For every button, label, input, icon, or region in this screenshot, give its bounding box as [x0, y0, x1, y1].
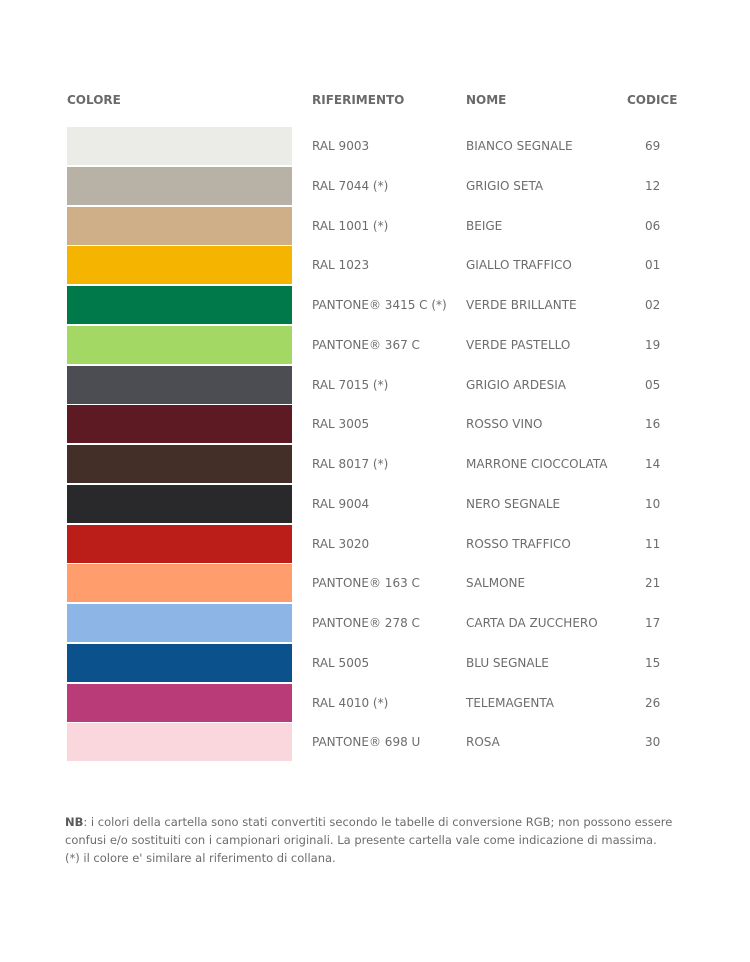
code-cell: 69 [645, 139, 661, 153]
header-riferimento: RIFERIMENTO [312, 93, 405, 107]
reference-cell: RAL 1023 [312, 258, 370, 273]
code-cell: 26 [645, 695, 661, 710]
code-cell: 17 [645, 616, 661, 630]
reference-cell: RAL 9004 [312, 496, 370, 511]
footnote-paragraph [65, 813, 715, 849]
table-row [0, 644, 750, 684]
color-swatch [67, 207, 292, 245]
color-swatch [67, 684, 292, 722]
code-cell: 05 [645, 377, 661, 392]
reference-cell: PANTONE® 367 C [312, 337, 420, 352]
footnote-asterisk-note: (*) il colore e' similare al riferimento di collana. [65, 851, 336, 865]
color-swatch [67, 405, 292, 443]
reference-cell: RAL 9003 [312, 139, 370, 153]
color-swatch [67, 286, 292, 324]
name-cell: NERO SEGNALE [466, 496, 561, 511]
color-swatch [67, 525, 292, 563]
code-cell: 16 [645, 417, 661, 432]
color-swatch [67, 167, 292, 205]
table-row [0, 366, 750, 406]
code-cell: 11 [645, 536, 661, 551]
name-cell: ROSA [466, 735, 500, 750]
code-cell: 01 [645, 258, 661, 273]
color-swatch [67, 127, 292, 165]
table-row [0, 207, 750, 247]
color-swatch [67, 723, 292, 761]
header-nome: NOME [466, 93, 507, 107]
name-cell: BLU SEGNALE [466, 655, 549, 670]
table-row [0, 684, 750, 724]
table-row [0, 445, 750, 485]
name-cell: ROSSO TRAFFICO [466, 536, 571, 551]
table-row [0, 167, 750, 207]
code-cell: 30 [645, 735, 661, 750]
name-cell: MARRONE CIOCCOLATA [466, 457, 608, 471]
reference-cell: RAL 8017 (*) [312, 457, 389, 471]
code-cell: 14 [645, 457, 661, 471]
header-colore: COLORE [67, 93, 121, 107]
code-cell: 19 [645, 337, 661, 352]
name-cell: GRIGIO SETA [466, 178, 544, 193]
reference-cell: PANTONE® 278 C [312, 616, 420, 630]
footnote-text: : i colori della cartella sono stati convertiti secondo le tabelle di conversione RGB; non possono essere confusi e/o sostituiti con i campionari originali. La presente cartella vale come indicazione di massima. [65, 815, 673, 847]
code-cell: 12 [645, 178, 661, 193]
table-row [0, 485, 750, 525]
header-codice: CODICE [627, 93, 678, 107]
name-cell: GRIGIO ARDESIA [466, 377, 567, 392]
reference-cell: PANTONE® 163 C [312, 576, 420, 591]
color-table [0, 127, 750, 763]
color-swatch [67, 246, 292, 284]
reference-cell: RAL 1001 (*) [312, 218, 389, 233]
name-cell: TELEMAGENTA [466, 695, 554, 710]
name-cell: SALMONE [466, 576, 526, 591]
table-row [0, 723, 750, 763]
reference-cell: PANTONE® 3415 C (*) [312, 298, 447, 312]
table-row [0, 286, 750, 326]
color-swatch [67, 445, 292, 483]
table-row [0, 127, 750, 167]
color-swatch [67, 326, 292, 364]
color-swatch [67, 366, 292, 404]
color-swatch [67, 564, 292, 602]
code-cell: 21 [645, 576, 661, 591]
name-cell: BEIGE [466, 218, 503, 233]
table-row [0, 525, 750, 565]
footnote [65, 813, 715, 867]
reference-cell: RAL 7015 (*) [312, 377, 389, 392]
code-cell: 02 [645, 298, 661, 312]
table-row [0, 564, 750, 604]
name-cell: GIALLO TRAFFICO [466, 258, 572, 273]
table-header [0, 93, 750, 109]
table-row [0, 326, 750, 366]
code-cell: 10 [645, 496, 661, 511]
name-cell: VERDE PASTELLO [466, 337, 571, 352]
color-swatch [67, 485, 292, 523]
reference-cell: RAL 4010 (*) [312, 695, 389, 710]
name-cell: BIANCO SEGNALE [466, 139, 573, 153]
reference-cell: RAL 3020 [312, 536, 370, 551]
code-cell: 15 [645, 655, 661, 670]
table-row [0, 604, 750, 644]
reference-cell: RAL 3005 [312, 417, 370, 432]
code-cell: 06 [645, 218, 661, 233]
table-row [0, 246, 750, 286]
table-row [0, 405, 750, 445]
footnote-label: NB [65, 815, 84, 829]
reference-cell: RAL 7044 (*) [312, 178, 389, 193]
color-swatch [67, 644, 292, 682]
reference-cell: RAL 5005 [312, 655, 370, 670]
reference-cell: PANTONE® 698 U [312, 735, 421, 750]
name-cell: ROSSO VINO [466, 417, 543, 432]
color-swatch [67, 604, 292, 642]
name-cell: VERDE BRILLANTE [466, 298, 577, 312]
name-cell: CARTA DA ZUCCHERO [466, 616, 598, 630]
